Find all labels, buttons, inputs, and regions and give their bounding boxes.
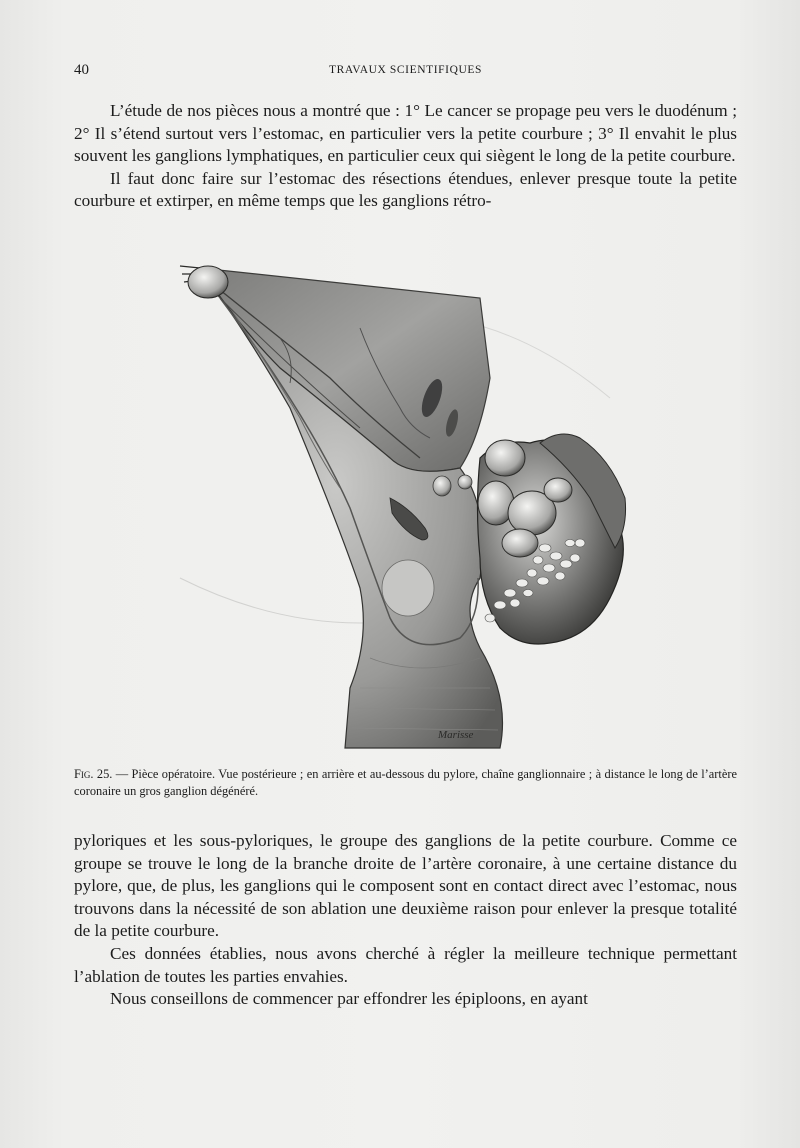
- paragraph: L’étude de nos pièces nous a montré que : 1° Le cancer se propage peu vers le duodénum ; 2° Il s’étend surtout vers l’estomac, en particulier vers la petite courbure ; 3° Il envahit le plus souvent les ganglions lymphatiques, en particulier ceux qui siègent le long de la petite courbure.: [74, 101, 737, 166]
- figure-caption: [74, 766, 737, 800]
- surgical-specimen-drawing: [160, 258, 640, 758]
- paragraph: Nous conseillons de commencer par effondrer les épiploons, en ayant: [110, 989, 588, 1009]
- text-block-bottom: [74, 830, 737, 1011]
- page-number: 40: [74, 62, 89, 78]
- running-head: TRAVAUX SCIENTIFIQUES: [328, 64, 483, 76]
- page-header: [74, 62, 737, 84]
- text-block-top: [74, 100, 737, 213]
- artist-signature: Marisse: [438, 729, 474, 741]
- paragraph: pyloriques et les sous-pyloriques, le groupe des ganglions de la petite courbure. Comme ce groupe se trouve le long de la branche droite de l’artère coronaire, à une certaine distance du pylore, que, de plus, les ganglions qui le composent sont en contact direct avec l’estomac, nous trouvons dans la nécessité de son ablation une deuxième raison pour enlever la presque totalité de la petite courbure.: [74, 831, 737, 941]
- caption-label: Fig. 25. —: [74, 767, 129, 781]
- paragraph: Ces données établies, nous avons cherché à régler la meilleure technique permettant l’ablation de toutes les parties envahies.: [74, 943, 737, 986]
- figure-illustration: [160, 258, 640, 758]
- caption-text: Pièce opératoire. Vue postérieure ; en arrière et au-dessous du pylore, chaîne ganglionnaire ; à distance le long de l’artère coronaire un gros ganglion dégénéré.: [74, 767, 738, 798]
- paragraph: Il faut donc faire sur l’estomac des résections étendues, enlever presque toute la petite courbure et extirper, en même temps que les ganglions rétro-: [74, 168, 737, 211]
